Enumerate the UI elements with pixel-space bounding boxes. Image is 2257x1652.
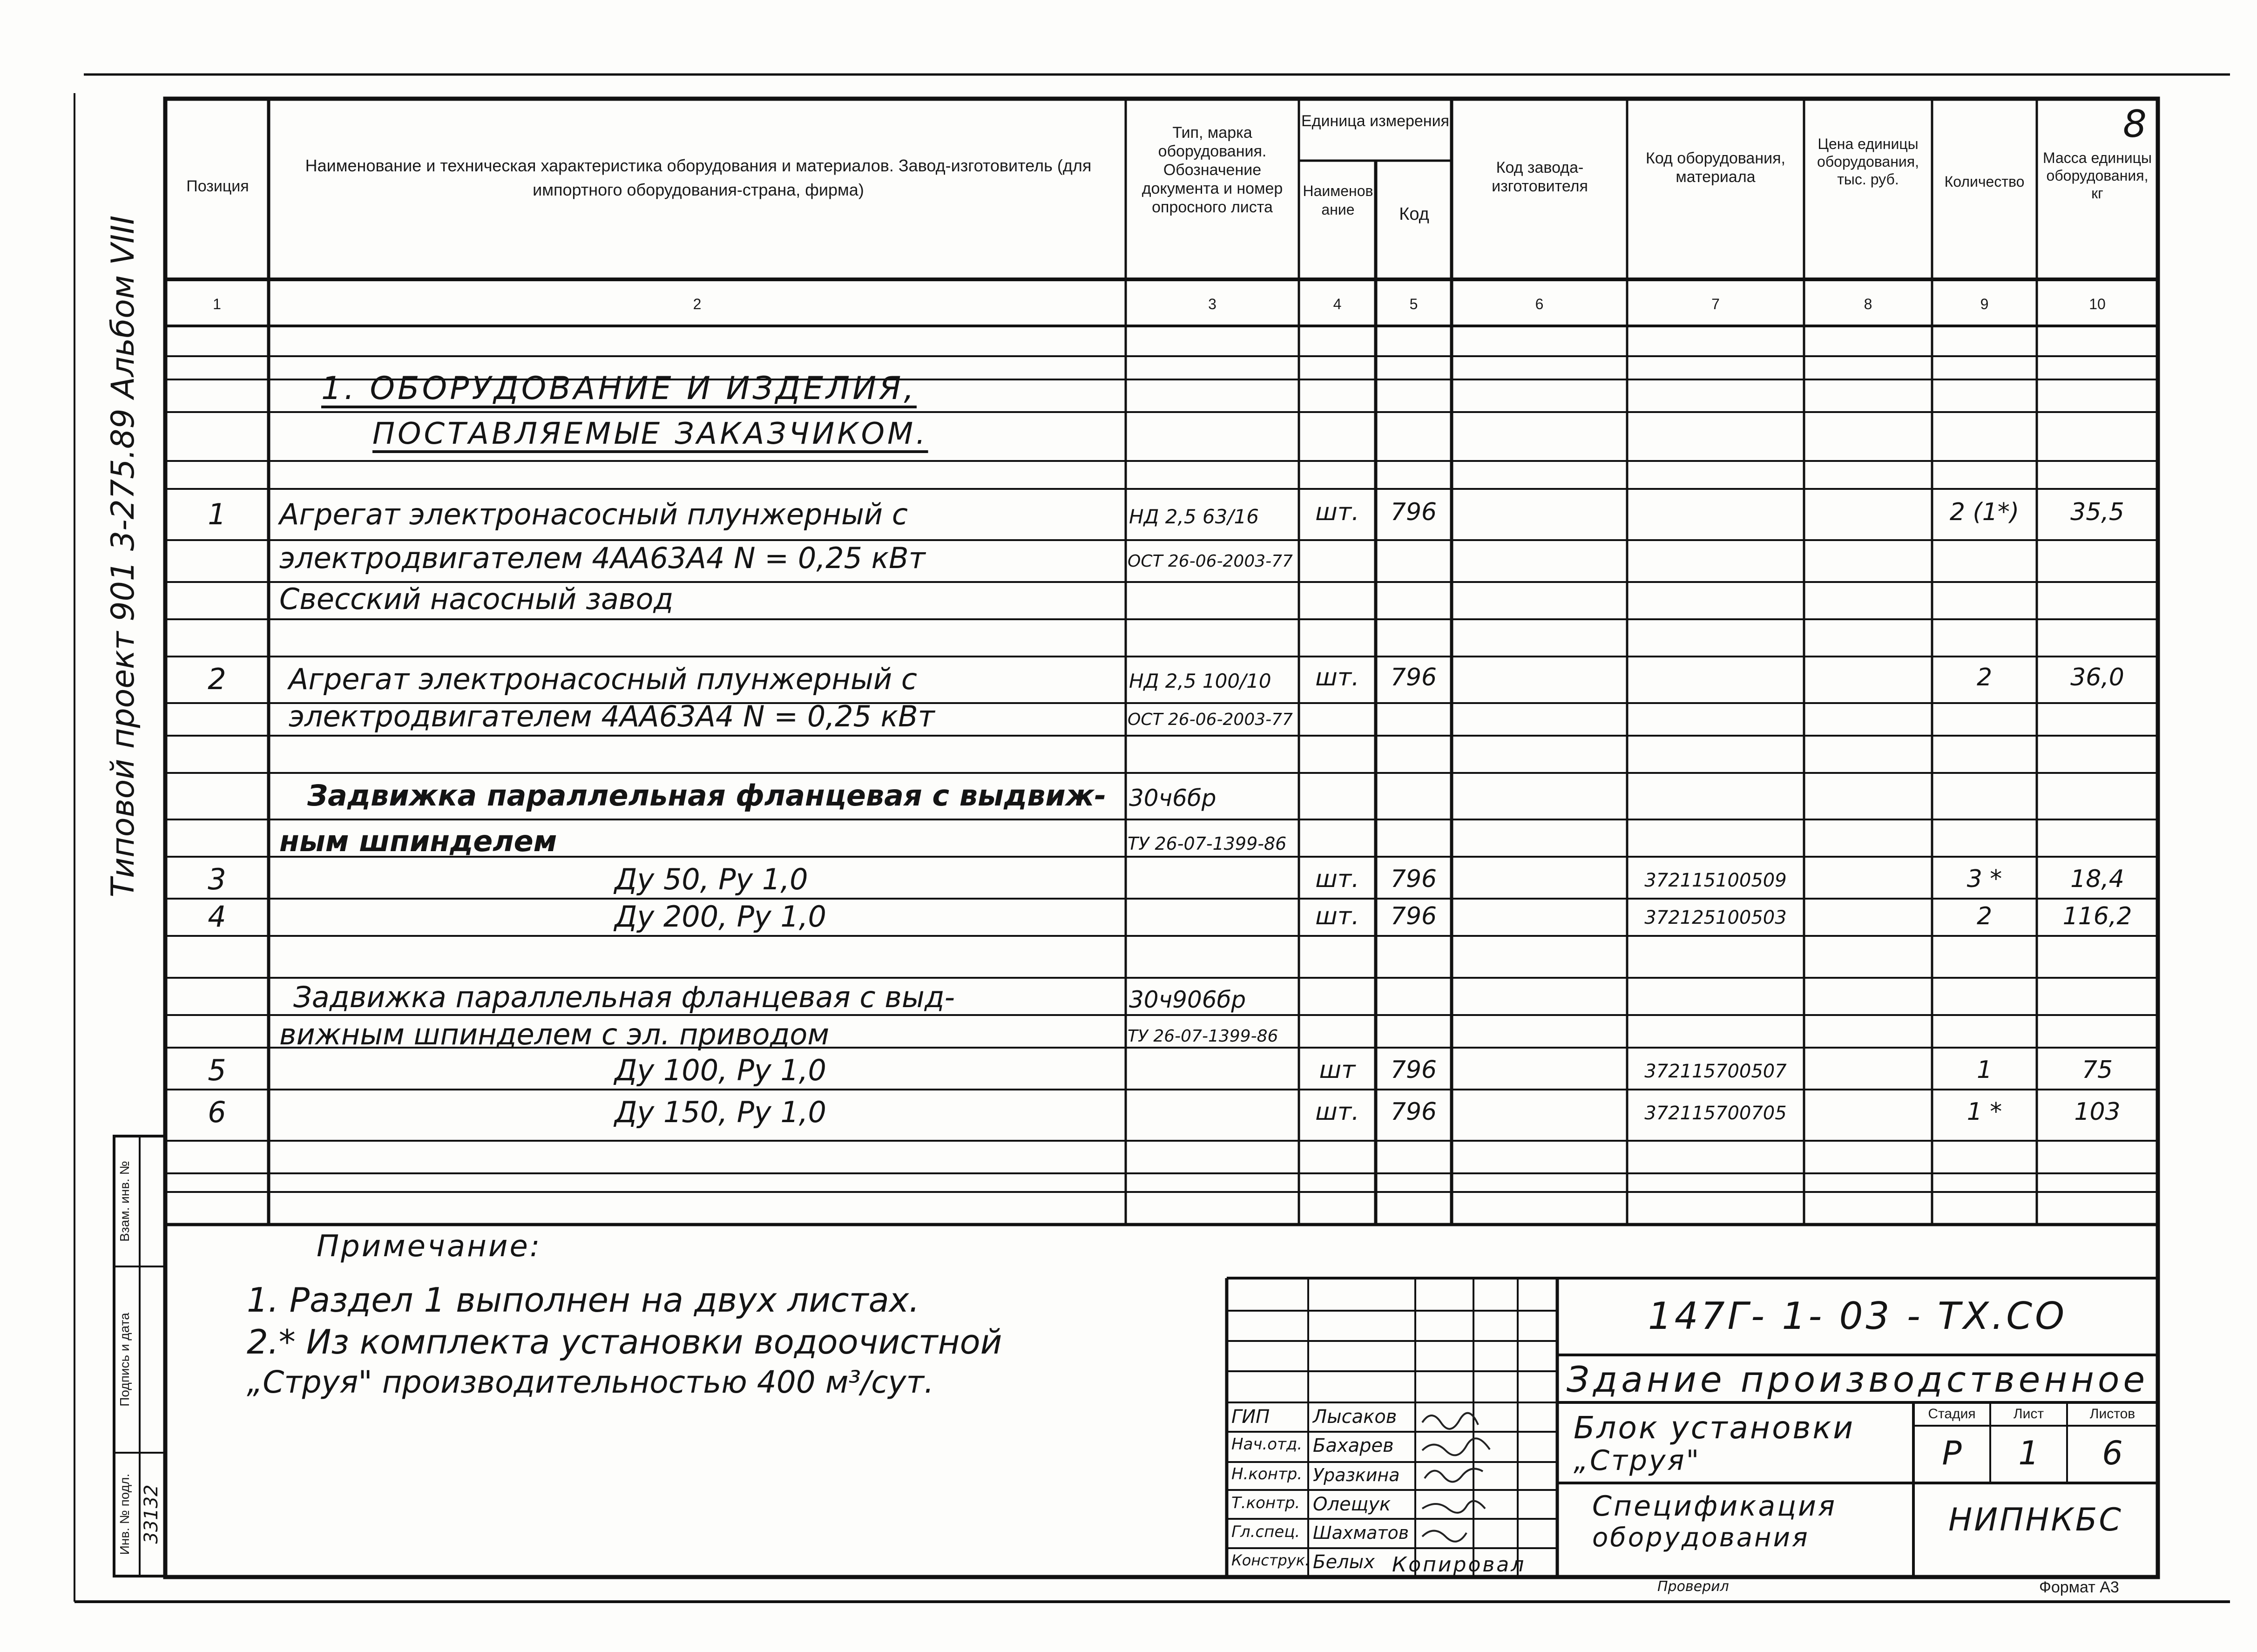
row-mass: 75 xyxy=(2081,1056,2113,1084)
inv-label-replaced: Взам. инв. № xyxy=(117,1161,132,1242)
col-header-unit-group: Единица измерения xyxy=(1301,112,1449,130)
col-header-unit-name: Наименование xyxy=(1303,183,1373,218)
copied-label: Копировал xyxy=(1392,1553,1526,1577)
row-name: Ду 150, Ру 1,0 xyxy=(615,1095,826,1129)
row-type: НД 2,5 100/10 xyxy=(1129,670,1271,692)
row-unit-code: 796 xyxy=(1390,865,1437,893)
name-norm-control: Уразкина xyxy=(1313,1465,1400,1485)
inv-label-original: Инв. № подл. xyxy=(117,1473,132,1555)
role-chief-spec: Гл.спец. xyxy=(1231,1523,1300,1541)
col-number-8: 8 xyxy=(1864,296,1872,312)
role-gip: ГИП xyxy=(1231,1406,1270,1428)
role-tech-control: Т.контр. xyxy=(1231,1494,1300,1512)
name-gip: Лысаков xyxy=(1313,1406,1397,1428)
row-position: 4 xyxy=(208,900,226,934)
stage-label: Стадия xyxy=(1928,1406,1976,1422)
row-unit: шт. xyxy=(1315,902,1359,930)
row-position: 6 xyxy=(208,1095,226,1129)
row-quantity: 3 * xyxy=(1966,865,2002,893)
role-designer: Конструк. xyxy=(1231,1551,1310,1569)
row-position: 5 xyxy=(208,1053,226,1087)
signature-marks xyxy=(1418,1404,1518,1576)
checked-label: Проверил xyxy=(1657,1578,1729,1595)
section-title-line-1: 1. ОБОРУДОВАНИЕ И ИЗДЕЛИЯ, xyxy=(321,370,917,407)
row-position: 1 xyxy=(208,497,226,531)
sheets-label: Листов xyxy=(2089,1406,2135,1422)
row-type: ТУ 26-07-1399-86 xyxy=(1128,1027,1278,1046)
row-equipment-code: 372115100509 xyxy=(1644,870,1787,891)
row-name: Агрегат электронасосный плунжерный с xyxy=(279,497,908,531)
row-unit: шт. xyxy=(1315,664,1359,691)
row-type: ОСТ 26-06-2003-77 xyxy=(1128,710,1293,729)
row-name: Ду 100, Ру 1,0 xyxy=(615,1053,826,1087)
stage-value: Р xyxy=(1942,1434,1962,1472)
format-label: Формат А3 xyxy=(2039,1578,2119,1596)
col-header-type: Тип, марка оборудования. Обозначение документа и номер опросного листа xyxy=(1142,124,1283,216)
role-norm-control: Н.контр. xyxy=(1231,1465,1303,1483)
name-tech-control: Олещук xyxy=(1313,1494,1391,1515)
row-name: Задвижка параллельная фланцевая с выдвиж- xyxy=(307,779,1107,812)
row-type: ТУ 26-07-1399-86 xyxy=(1128,833,1287,854)
row-unit: шт xyxy=(1319,1056,1356,1084)
row-position: 2 xyxy=(208,662,226,696)
row-mass: 116,2 xyxy=(2062,902,2132,930)
col-number-6: 6 xyxy=(1535,296,1544,312)
inv-label-signature: Подпись и дата xyxy=(117,1313,132,1407)
row-name: электродвигателем 4АА63А4 N = 0,25 кВт xyxy=(279,541,926,575)
row-unit: шт. xyxy=(1315,498,1359,526)
col-number-9: 9 xyxy=(1980,296,1989,312)
col-header-mass: Масса единицы оборудования, кг xyxy=(2042,149,2152,202)
row-unit-code: 796 xyxy=(1390,1056,1437,1084)
col-header-unit-code: Код xyxy=(1399,204,1429,224)
sheet-title-1: Спецификация xyxy=(1592,1490,1837,1523)
col-number-4: 4 xyxy=(1333,296,1342,312)
row-unit-code: 796 xyxy=(1390,498,1437,526)
col-header-name: Наименование и техническая характеристика оборудования и материалов. Завод-изготовитель (для импортного оборудования-страна, фирма) xyxy=(305,156,1092,199)
inv-value-original: 33132 xyxy=(141,1484,162,1544)
col-number-1: 1 xyxy=(213,296,221,312)
row-equipment-code: 372115700507 xyxy=(1644,1061,1787,1082)
row-equipment-code: 372115700705 xyxy=(1644,1103,1787,1124)
col-number-7: 7 xyxy=(1711,296,1720,312)
row-quantity: 2 xyxy=(1976,664,1993,691)
row-type: 30ч906бр xyxy=(1129,986,1246,1013)
name-chief-spec: Шахматов xyxy=(1313,1523,1409,1543)
col-number-10: 10 xyxy=(2089,296,2106,312)
sheet-label: Лист xyxy=(2013,1406,2044,1422)
corner-page-number: 8 xyxy=(2123,102,2147,146)
col-number-2: 2 xyxy=(693,296,702,312)
note-line-2: 2.* Из комплекта установки водоочистной xyxy=(247,1322,1002,1361)
col-header-price: Цена единицы оборудования, тыс. руб. xyxy=(1817,135,1919,188)
row-mass: 35,5 xyxy=(2070,498,2124,526)
row-unit-code: 796 xyxy=(1390,902,1437,930)
row-equipment-code: 372125100503 xyxy=(1644,907,1787,928)
row-type: 30ч6бр xyxy=(1129,785,1216,812)
row-unit: шт. xyxy=(1315,865,1359,893)
row-unit-code: 796 xyxy=(1390,1098,1437,1126)
role-head-dept: Нач.отд. xyxy=(1231,1435,1303,1454)
note-line-1: 1. Раздел 1 выполнен на двух листах. xyxy=(247,1280,920,1320)
row-name: Агрегат электронасосный плунжерный с xyxy=(289,662,917,696)
row-quantity: 1 xyxy=(1976,1056,1993,1084)
name-head-dept: Бахарев xyxy=(1313,1435,1394,1456)
col-header-quantity: Количество xyxy=(1944,173,2025,190)
col-header-factory-code: Код завода-изготовителя xyxy=(1492,159,1588,195)
doc-code: 147Г- 1- 03 - ТХ.СО xyxy=(1648,1294,2068,1338)
row-name: Задвижка параллельная фланцевая с выд- xyxy=(293,980,955,1014)
sheet-title-2: оборудования xyxy=(1592,1523,1810,1553)
section-title-line-2: ПОСТАВЛЯЕМЫЕ ЗАКАЗЧИКОМ. xyxy=(372,417,928,451)
album-title: Типовой проект 901 3-275.89 Альбом VIII xyxy=(105,215,142,898)
col-number-5: 5 xyxy=(1409,296,1418,312)
row-position: 3 xyxy=(208,862,226,896)
name-designer: Белых xyxy=(1313,1551,1375,1573)
row-name: Ду 50, Ру 1,0 xyxy=(615,862,808,896)
row-type: ОСТ 26-06-2003-77 xyxy=(1128,552,1293,571)
row-mass: 36,0 xyxy=(2070,664,2124,691)
row-name: Ду 200, Ру 1,0 xyxy=(615,900,826,934)
row-quantity: 2 xyxy=(1976,902,1993,930)
col-number-3: 3 xyxy=(1208,296,1216,312)
row-name: электродвигателем 4АА63А4 N = 0,25 кВт xyxy=(289,699,935,733)
building-title: Здание производственное xyxy=(1566,1359,2149,1400)
row-quantity: 1 * xyxy=(1966,1098,2002,1126)
sheets-value: 6 xyxy=(2102,1434,2123,1472)
row-quantity: 2 (1*) xyxy=(1949,498,2020,526)
row-name: вижным шпинделем с эл. приводом xyxy=(279,1017,830,1051)
col-header-position: Позиция xyxy=(186,177,249,195)
row-unit-code: 796 xyxy=(1390,664,1437,691)
organization: НИПНКБС xyxy=(1948,1502,2123,1538)
notes-title: Примечание: xyxy=(317,1229,542,1264)
row-type: НД 2,5 63/16 xyxy=(1129,505,1259,528)
col-header-equipment-code: Код оборудования, материала xyxy=(1646,149,1785,186)
row-name: Свесский насосный завод xyxy=(279,582,674,616)
block-name-2: „Струя" xyxy=(1574,1444,1701,1477)
row-mass: 103 xyxy=(2074,1098,2121,1126)
block-name-1: Блок установки xyxy=(1574,1410,1855,1446)
row-unit: шт. xyxy=(1315,1098,1359,1126)
sheet-value: 1 xyxy=(2018,1434,2039,1472)
row-mass: 18,4 xyxy=(2070,865,2124,893)
row-name: ным шпинделем xyxy=(279,824,557,858)
note-line-3: „Струя" производительностью 400 м³/сут. xyxy=(247,1364,934,1400)
